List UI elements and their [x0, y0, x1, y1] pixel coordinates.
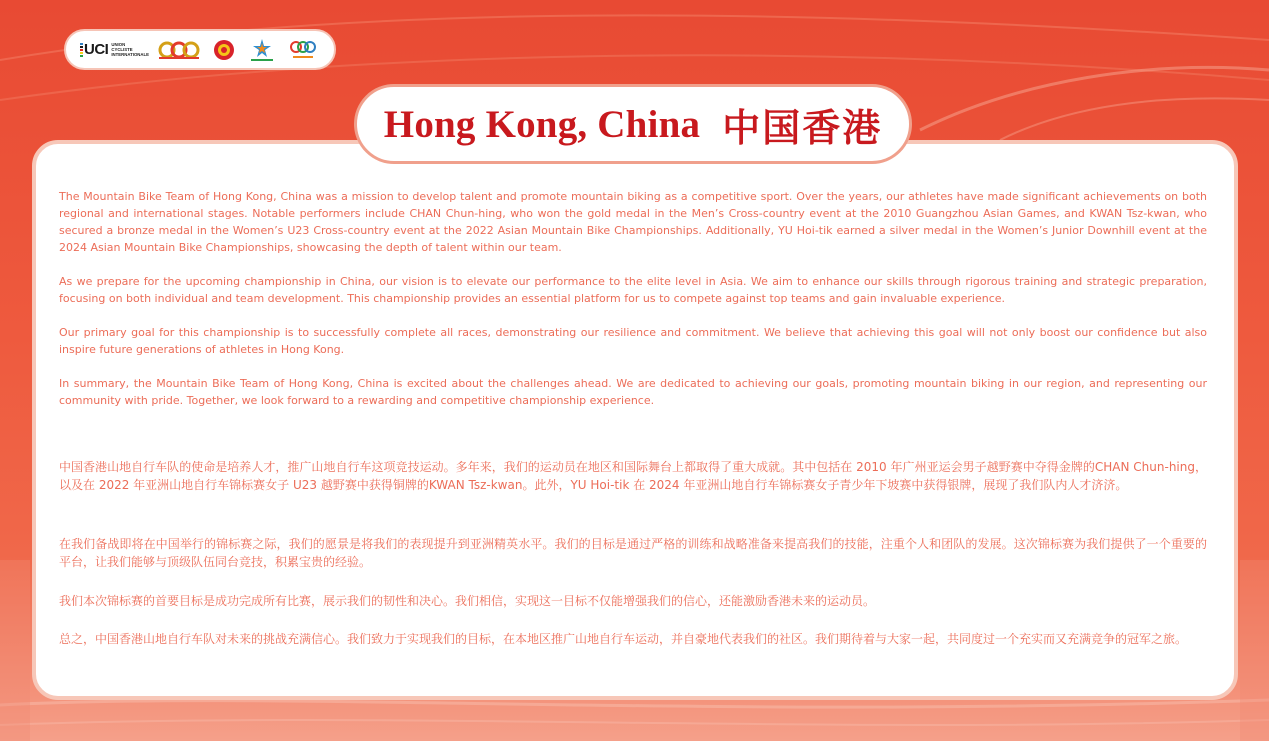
uci-logo	[80, 41, 149, 58]
english-paragraph-1: The Mountain Bike Team of Hong Kong, China was a mission to develop talent and promote mountain biking as a competitive sport. Over the years, our athletes have made significant achievements on both regional and international stages. Notable performers include CHAN Chun-hing, who won the gold medal in the Men’s Cross-country event at the 2010 Guangzhou Asian Games, and KWAN Tsz-kwan, who secured a bronze medal in the Women’s U23 Cross-country event at the 2022 Asian Mountain Bike Championships. Additionally, YU Hoi-tik earned a silver medal in the Women’s Junior Downhill event at the 2024 Asian Mountain Bike Championships, showcasing the depth of talent within our team.	[59, 190, 1207, 254]
english-paragraph-4: In summary, the Mountain Bike Team of Hong Kong, China is excited about the challenges ahead. We are dedicated to achieving our goals, promoting mountain biking in our region, and representing our community with pride. Together, we look forward to a rewarding and competitive championship experience.	[59, 377, 1207, 407]
english-paragraph-3: Our primary goal for this championship is to successfully complete all races, demonstrating our resilience and commitment. We believe that achieving this goal will not only boost our confidence but also inspire future generations of athletes in Hong Kong.	[59, 326, 1207, 356]
chinese-paragraph-2: 在我们备战即将在中国举行的锦标赛之际，我们的愿景是将我们的表现提升到亚洲精英水平。我们的目标是通过严格的训练和战略准备来提高我们的技能，注重个人和团队的发展。这次锦标赛为我们提供了一个重要的平台，让我们能够与顶级队伍同台竞技，积累宝贵的经验。	[59, 537, 1207, 569]
uci-stripes-icon	[80, 43, 83, 57]
uci-wordmark: UCI	[80, 41, 108, 58]
event-rings-logo-icon	[289, 38, 317, 62]
uci-subtitle: UNION CYCLISTE INTERNATIONALE	[111, 42, 149, 57]
page-title	[354, 84, 912, 164]
sports-lottery-logo-icon	[247, 37, 277, 63]
title-chinese: 中国香港	[722, 104, 883, 150]
chinese-paragraph-3: 我们本次锦标赛的首要目标是成功完成所有比赛，展示我们的韧性和决心。我们相信，实现这一目标不仅能增强我们的信心，还能激励香港未来的运动员。	[59, 594, 876, 608]
sponsor-logo-bar	[64, 29, 336, 70]
federation-emblem-icon	[213, 39, 235, 61]
english-paragraph-2: As we prepare for the upcoming championship in China, our vision is to elevate our performance to the elite level in Asia. We aim to enhance our skills through rigorous training and strategic preparation, focusing on both individual and team development. This championship provides an essential platform for us to compete against top teams and gain invaluable experience.	[59, 275, 1207, 305]
chinese-paragraph-4: 总之，中国香港山地自行车队对未来的挑战充满信心。我们致力于实现我们的目标，在本地区推广山地自行车运动，并自豪地代表我们的社区。我们期待着与大家一起，共同度过一个充实而又充满竞争的冠军之旅。	[59, 632, 1188, 646]
title-english: Hong Kong, China	[383, 102, 701, 146]
anniversary-logo-icon	[157, 39, 201, 61]
chinese-paragraph-1: 中国香港山地自行车队的使命是培养人才，推广山地自行车这项竞技运动。多年来，我们的运动员在地区和国际舞台上都取得了重大成就。其中包括在 2010 年广州亚运会男子越野赛中夺得金牌的CHAN Chun-hing，以及在 2022 年亚洲山地自行车锦标赛女子 U23 越野赛中获得铜牌的KWAN Tsz-kwan。此外，YU Hoi-tik 在 2024 年亚洲山地自行车锦标赛女子青少年下坡赛中获得银牌，展现了我们队内人才济济。	[59, 460, 1207, 492]
